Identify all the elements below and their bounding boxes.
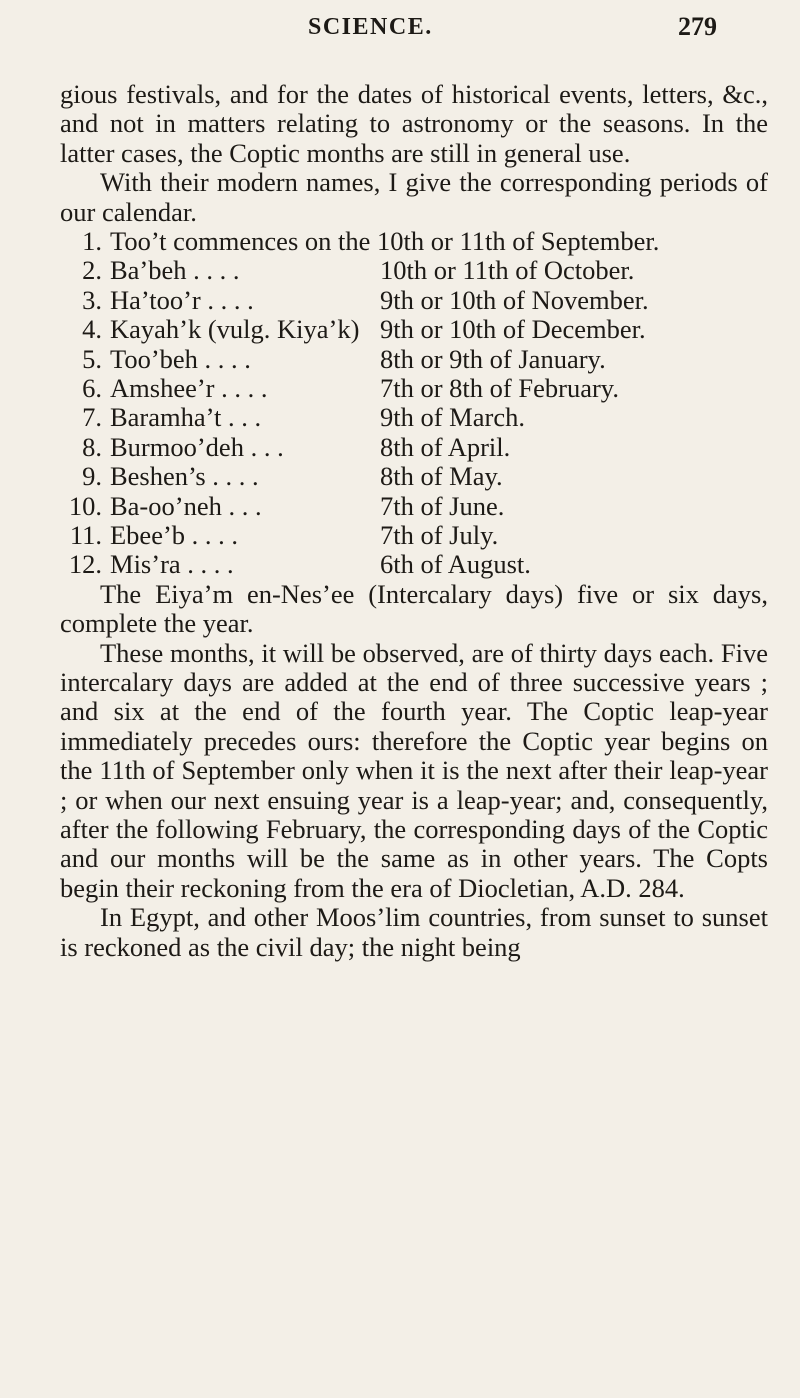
list-intro-paragraph: With their modern names, I give the corresponding periods of our calendar. bbox=[60, 167, 768, 227]
intercalary-paragraph: The Eiya’m en-Nes’ee (Intercalary days) five or six days, complete the year. bbox=[60, 578, 768, 639]
month-name: Ebee’b . . . . bbox=[110, 519, 239, 550]
month-number: 4. bbox=[82, 314, 102, 345]
month-date: 9th or 10th of December. bbox=[380, 314, 646, 345]
month-number: 6. bbox=[82, 372, 102, 403]
month-row bbox=[60, 374, 768, 403]
page-header bbox=[0, 14, 800, 54]
month-date: 9th of March. bbox=[380, 402, 525, 433]
month-number: 9. bbox=[82, 461, 102, 492]
running-head: SCIENCE. bbox=[308, 14, 433, 40]
month-row bbox=[60, 227, 768, 256]
month-number: 8. bbox=[82, 431, 102, 462]
explanation-paragraph: These months, it will be observed, are of thirty days each. Five intercalary days are added at the end of three successive years ; and six at the end of the fourth year. The Coptic leap-year immediately precedes ours: therefore the Coptic year begins on the 11th of September only when it is the next after their leap-year ; or when our next ensuing year is a leap-year; and, consequently, after the following February, the corresponding days of the Coptic and our months will be the same as in other years. The Copts begin their reckoning from the era of Diocletian, A.D. 284. bbox=[60, 637, 768, 903]
month-row bbox=[60, 286, 768, 315]
month-date: 7th of July. bbox=[380, 519, 499, 550]
month-row bbox=[60, 403, 768, 432]
month-name: Ba’beh . . . . bbox=[110, 255, 240, 286]
month-row bbox=[60, 521, 768, 550]
month-name: Beshen’s . . . . bbox=[110, 461, 259, 492]
month-date: 8th of May. bbox=[380, 461, 503, 492]
month-name: Too’beh . . . . bbox=[110, 343, 251, 374]
month-number: 10. bbox=[68, 490, 102, 521]
month-name: Too’t bbox=[110, 226, 167, 257]
month-row bbox=[60, 462, 768, 491]
page-number: 279 bbox=[678, 12, 717, 41]
month-name: Kayah’k (vulg. Kiya’k) bbox=[110, 314, 360, 345]
month-name: Ha’too’r . . . . bbox=[110, 284, 254, 315]
month-row bbox=[60, 433, 768, 462]
month-row bbox=[60, 256, 768, 285]
month-number: 2. bbox=[82, 255, 102, 286]
month-number: 1. bbox=[82, 226, 102, 257]
month-date: commences on the 10th or 11th of September. bbox=[173, 226, 660, 257]
month-date: 9th or 10th of November. bbox=[380, 284, 649, 315]
month-name: Ba-oo’neh . . . bbox=[110, 490, 262, 521]
month-row bbox=[60, 345, 768, 374]
month-date: 7th or 8th of February. bbox=[380, 372, 619, 403]
intro-paragraph: gious festivals, and for the dates of historical events, letters, &c., and not in matters relating to astronomy or the seasons. In the latter cases, the Coptic months are still in general use. bbox=[60, 79, 768, 168]
month-name: Burmoo’deh . . . bbox=[110, 431, 284, 462]
month-number: 5. bbox=[82, 343, 102, 374]
month-number: 3. bbox=[82, 284, 102, 315]
month-number: 7. bbox=[82, 402, 102, 433]
body-text bbox=[60, 80, 768, 962]
month-row bbox=[60, 492, 768, 521]
month-date: 7th of June. bbox=[380, 490, 505, 521]
month-date: 10th or 11th of October. bbox=[380, 255, 635, 286]
month-number: 12. bbox=[68, 549, 102, 580]
month-name: Baramha’t . . . bbox=[110, 402, 262, 433]
month-date: 8th of April. bbox=[380, 431, 511, 462]
final-paragraph: In Egypt, and other Moos’lim countries, from sunset to sunset is reckoned as the civil day; the night being bbox=[60, 902, 768, 962]
month-name: Amshee’r . . . . bbox=[110, 372, 268, 403]
month-date: 8th or 9th of January. bbox=[380, 343, 606, 374]
month-row bbox=[60, 315, 768, 344]
coptic-month-list bbox=[60, 227, 768, 580]
month-number: 11. bbox=[69, 519, 102, 550]
month-row bbox=[60, 550, 768, 579]
month-date: 6th of August. bbox=[380, 549, 531, 580]
month-name: Mis’ra . . . . bbox=[110, 549, 234, 580]
